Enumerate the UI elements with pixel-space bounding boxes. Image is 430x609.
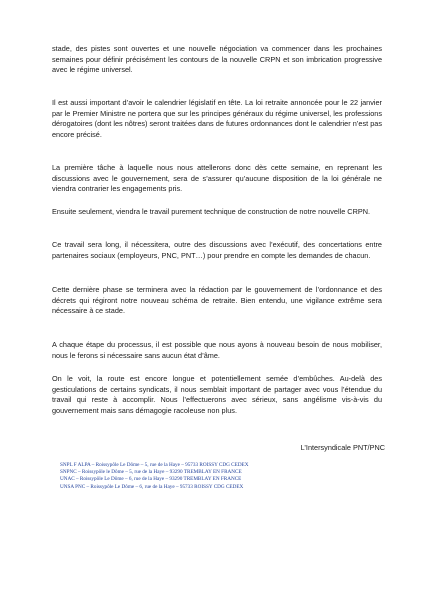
paragraph-final-phase: Cette dernière phase se terminera avec la rédaction par le gouvernement de l’ordonnance et des décrets qui régiront notre nouveau schéma de retraite. Bien entendu, une vigilance extrême sera nécessaire à ce stade. [52,285,382,316]
address-snpl: SNPL F ALPA – Roissypôle Le Dôme – 5, rue de la Haye – 95733 ROISSY CDG CEDEX [60,462,249,468]
address-snpnc: SNPNC – Roissypôle le Dôme – 5, rue de la Haye – 93290 TREMBLAY EN FRANCE [60,469,242,476]
paragraph-first-task: La première tâche à laquelle nous nous attellerons donc dès cette semaine, en reprenant les discussions avec le gouvernement, sera de s’assurer qu’aucune disposition de la loi générale ne viendra contrarier les engagements pris. [52,163,382,194]
paragraph-long-work: Ce travail sera long, il nécessitera, outre des discussions avec l’exécutif, des concertations entre partenaires sociaux (employeurs, PNC, PNT…) pour prendre en compte les demandes de chacun. [52,240,382,260]
paragraph-technical-work: Ensuite seulement, viendra le travail purement technique de construction de notre nouvelle CRPN. [52,207,370,216]
union-addresses [60,462,248,491]
signature: L’Intersyndicale PNT/PNC [300,443,385,452]
address-unsa-pnc: UNSA PNC – Roissypôle Le Dôme – 6, rue de la Haye – 95733 ROISSY CDG CEDEX [60,483,244,490]
paragraph-negotiation: stade, des pistes sont ouvertes et une nouvelle négociation va commencer dans les prochaines semaines pour définir précisément les contours de la nouvelle CRPN et son imbrication progressive avec le régime universel. [52,44,382,75]
paragraph-mobilisation: A chaque étape du processus, il est possible que nous ayons à nouveau besoin de nous mobiliser, nous le ferons si nécessaire sans aucun état d’âme. [52,340,382,360]
address-unac: UNAC – Roissypôle Le Dôme – 6, rue de la Haye – 93290 TREMBLAY EN FRANCE [60,476,242,483]
paragraph-conclusion: On le voit, la route est encore longue et potentiellement semée d’embûches. Au-delà des gesticulations de certains syndicats, il nous semblait important de partager avec vous l’étendue du travail qui reste à accomplir. Nous l’effectuerons avec sérieux, sans angélisme vis-à-vis du gouvernement mais sans démagogie racoleuse non plus. [52,374,382,415]
paragraph-legislative-calendar: Il est aussi important d’avoir le calendrier législatif en tête. La loi retraite annoncée pour le 22 janvier par le Premier Ministre ne portera que sur les principes généraux du régime universel, les professions dérogatoires (dont les nôtres) seront traitées dans de futures ordonnances dont le calendrier n’est pas encore précisé. [52,98,382,139]
